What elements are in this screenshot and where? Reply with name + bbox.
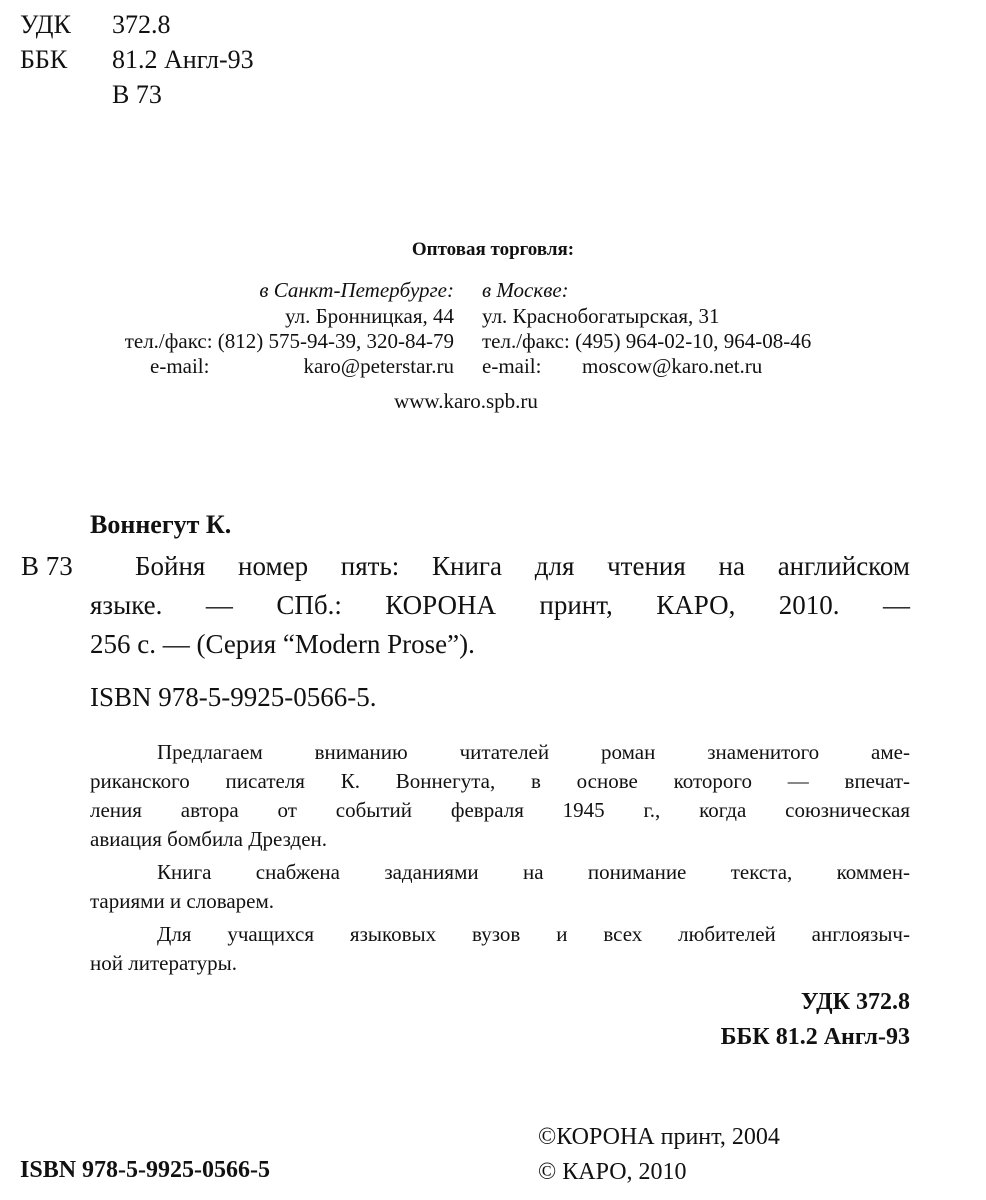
copyright-karo: © КАРО, 2010 xyxy=(538,1159,687,1185)
annotation-line: авиация бомбила Дрезден. xyxy=(90,827,328,851)
author-name: Воннегут К. xyxy=(90,510,232,539)
annotation-line: Книга снабжена заданиями на понимание текста, коммен- xyxy=(157,860,910,884)
moscow-phone: тел./факс: (495) 964-02-10, 964-08-46 xyxy=(482,329,812,353)
annotation-line: риканского писателя К. Воннегута, в основе которого — впечат- xyxy=(90,769,910,793)
moscow-city: в Москве: xyxy=(482,278,569,302)
isbn-entry: ISBN 978-5-9925-0566-5. xyxy=(90,682,377,712)
annotation-line: ления автора от событий февраля 1945 г., когда союзническая xyxy=(90,798,910,822)
footer-isbn: ISBN 978-5-9925-0566-5 xyxy=(20,1157,270,1183)
website-link[interactable]: www.karo.spb.ru xyxy=(394,389,538,413)
bottom-udk: УДК 372.8 xyxy=(800,989,910,1015)
annotation-line: ной литературы. xyxy=(90,951,237,975)
moscow-street: ул. Краснобогатырская, 31 xyxy=(482,304,720,328)
bbk-label: ББК xyxy=(20,45,68,74)
spb-email[interactable]: karo@peterstar.ru xyxy=(303,354,454,378)
bbk-value: 81.2 Англ-93 xyxy=(112,45,254,74)
spb-phone: тел./факс: (812) 575-94-39, 320-84-79 xyxy=(124,329,454,353)
author-code: В 73 xyxy=(112,80,162,109)
bib-series-line: 256 с. — (Серия “Modern Prose”). xyxy=(90,629,475,659)
spb-email-label: e-mail: xyxy=(150,354,210,378)
udk-value: 372.8 xyxy=(112,10,171,39)
udk-label: УДК xyxy=(20,10,71,39)
moscow-email[interactable]: moscow@karo.net.ru xyxy=(582,354,763,378)
moscow-email-label: e-mail: xyxy=(482,354,542,378)
bib-title-line: Бойня номер пять: Книга для чтения на английском xyxy=(135,551,910,581)
annotation-line: Предлагаем вниманию читателей роман знаменитого аме- xyxy=(157,740,910,764)
spb-street: ул. Бронницкая, 44 xyxy=(285,304,454,328)
copyright-korona: ©КОРОНА принт, 2004 xyxy=(538,1124,780,1150)
bib-publisher-line: языке. — СПб.: КОРОНА принт, КАРО, 2010. — xyxy=(90,590,910,620)
spb-city: в Санкт-Петербурге: xyxy=(259,278,454,302)
bib-code: В 73 xyxy=(21,551,73,581)
annotation-line: Для учащихся языковых вузов и всех любителей англоязыч- xyxy=(157,922,910,946)
annotation-line: тариями и словарем. xyxy=(90,889,275,913)
wholesale-title: Оптовая торговля: xyxy=(411,239,575,260)
bottom-bbk: ББК 81.2 Англ-93 xyxy=(720,1024,910,1050)
